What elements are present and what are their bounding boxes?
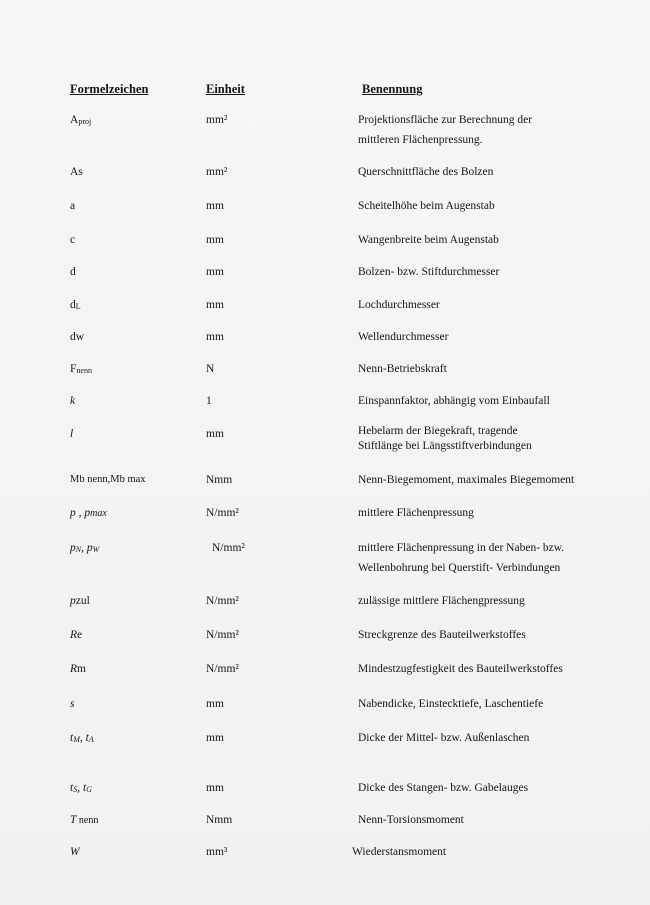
unit-cell: mm bbox=[206, 200, 224, 212]
symbol-cell: c bbox=[70, 234, 76, 246]
unit-cell: mm bbox=[206, 299, 224, 311]
name-cell: mittlere Flächenpressung in der Naben- bzw. Wellenbohrung bei Querstift- Verbindungen bbox=[358, 542, 565, 574]
name-cell: Lochdurchmesser bbox=[358, 299, 440, 311]
header-symbol: Formelzeichen bbox=[70, 82, 149, 96]
symbol-cell: l bbox=[70, 428, 74, 440]
symbol-cell: dL bbox=[70, 299, 81, 311]
unit-cell: N/mm² bbox=[206, 595, 239, 607]
symbol-cell: pzul bbox=[70, 595, 90, 607]
unit-cell: mm³ bbox=[206, 846, 228, 858]
symbol-cell: p , pmax bbox=[70, 507, 107, 519]
unit-cell: N/mm² bbox=[206, 663, 239, 675]
name-cell: Streckgrenze des Bauteilwerkstoffes bbox=[358, 629, 526, 641]
unit-cell: Nmm bbox=[206, 814, 233, 826]
unit-cell: N bbox=[206, 363, 215, 375]
unit-cell: mm² bbox=[206, 166, 228, 178]
symbol-cell: tS, tG bbox=[70, 782, 92, 794]
symbol-cell: Rm bbox=[70, 663, 86, 675]
symbol-cell: Aproj bbox=[70, 114, 92, 126]
symbol-cell: tM, tA bbox=[70, 732, 94, 744]
name-cell: Hebelarm der Biegekraft, tragende Stiftlänge bei Längsstiftverbindungen bbox=[358, 425, 532, 452]
name-cell: Scheitelhöhe beim Augenstab bbox=[358, 200, 495, 212]
symbol-cell: W bbox=[70, 846, 80, 858]
unit-cell: mm bbox=[206, 732, 224, 744]
name-cell: Dicke der Mittel- bzw. Außenlaschen bbox=[358, 732, 530, 744]
symbol-cell: dw bbox=[70, 331, 85, 343]
unit-cell: mm bbox=[206, 234, 224, 246]
symbol-cell: a bbox=[70, 200, 76, 212]
name-cell: Nenn-Biegemoment, maximales Biegemoment bbox=[358, 474, 575, 486]
name-cell: Einspannfaktor, abhängig vom Einbaufall bbox=[358, 395, 550, 407]
symbol-cell: Mb nenn,Mb max bbox=[70, 474, 146, 485]
name-cell: Nabendicke, Einstecktiefe, Laschentiefe bbox=[358, 698, 544, 710]
symbol-cell: Fnenn bbox=[70, 363, 92, 375]
unit-cell: mm bbox=[206, 266, 224, 278]
unit-cell: mm bbox=[206, 698, 224, 710]
name-cell: Dicke des Stangen- bzw. Gabelauges bbox=[358, 782, 529, 794]
name-cell: zulässige mittlere Flächengpressung bbox=[358, 595, 525, 607]
unit-cell: mm² bbox=[206, 114, 228, 126]
symbol-cell: T nenn bbox=[70, 814, 99, 826]
name-cell: Projektionsfläche zur Berechnung der mittleren Flächenpressung. bbox=[358, 114, 533, 146]
symbol-cell: As bbox=[70, 166, 83, 178]
unit-cell: N/mm² bbox=[206, 629, 239, 641]
symbol-cell: k bbox=[70, 395, 76, 407]
unit-cell: N/mm² bbox=[212, 542, 245, 554]
name-cell: Nenn-Torsionsmoment bbox=[358, 814, 464, 826]
unit-cell: Nmm bbox=[206, 474, 233, 486]
unit-cell: mm bbox=[206, 331, 224, 343]
name-cell: Nenn-Betriebskraft bbox=[358, 363, 447, 375]
name-cell: Querschnittfläche des Bolzen bbox=[358, 166, 494, 178]
unit-cell: mm bbox=[206, 428, 224, 440]
name-cell: Wiederstansmoment bbox=[352, 846, 447, 858]
name-cell: Wellendurchmesser bbox=[358, 331, 449, 343]
name-cell: Mindestzugfestigkeit des Bauteilwerkstoffes bbox=[358, 663, 563, 675]
header-name: Benennung bbox=[362, 82, 423, 96]
header-unit: Einheit bbox=[206, 82, 245, 96]
symbol-cell: pN, pW bbox=[70, 542, 100, 554]
name-cell: mittlere Flächenpressung bbox=[358, 507, 474, 519]
symbol-cell: Re bbox=[70, 629, 83, 641]
symbol-cell: d bbox=[70, 266, 76, 278]
name-cell: Bolzen- bzw. Stiftdurchmesser bbox=[358, 266, 500, 278]
unit-cell: 1 bbox=[206, 395, 212, 407]
name-cell: Wangenbreite beim Augenstab bbox=[358, 234, 499, 246]
unit-cell: N/mm² bbox=[206, 507, 239, 519]
unit-cell: mm bbox=[206, 782, 224, 794]
symbol-cell: s bbox=[70, 698, 75, 710]
